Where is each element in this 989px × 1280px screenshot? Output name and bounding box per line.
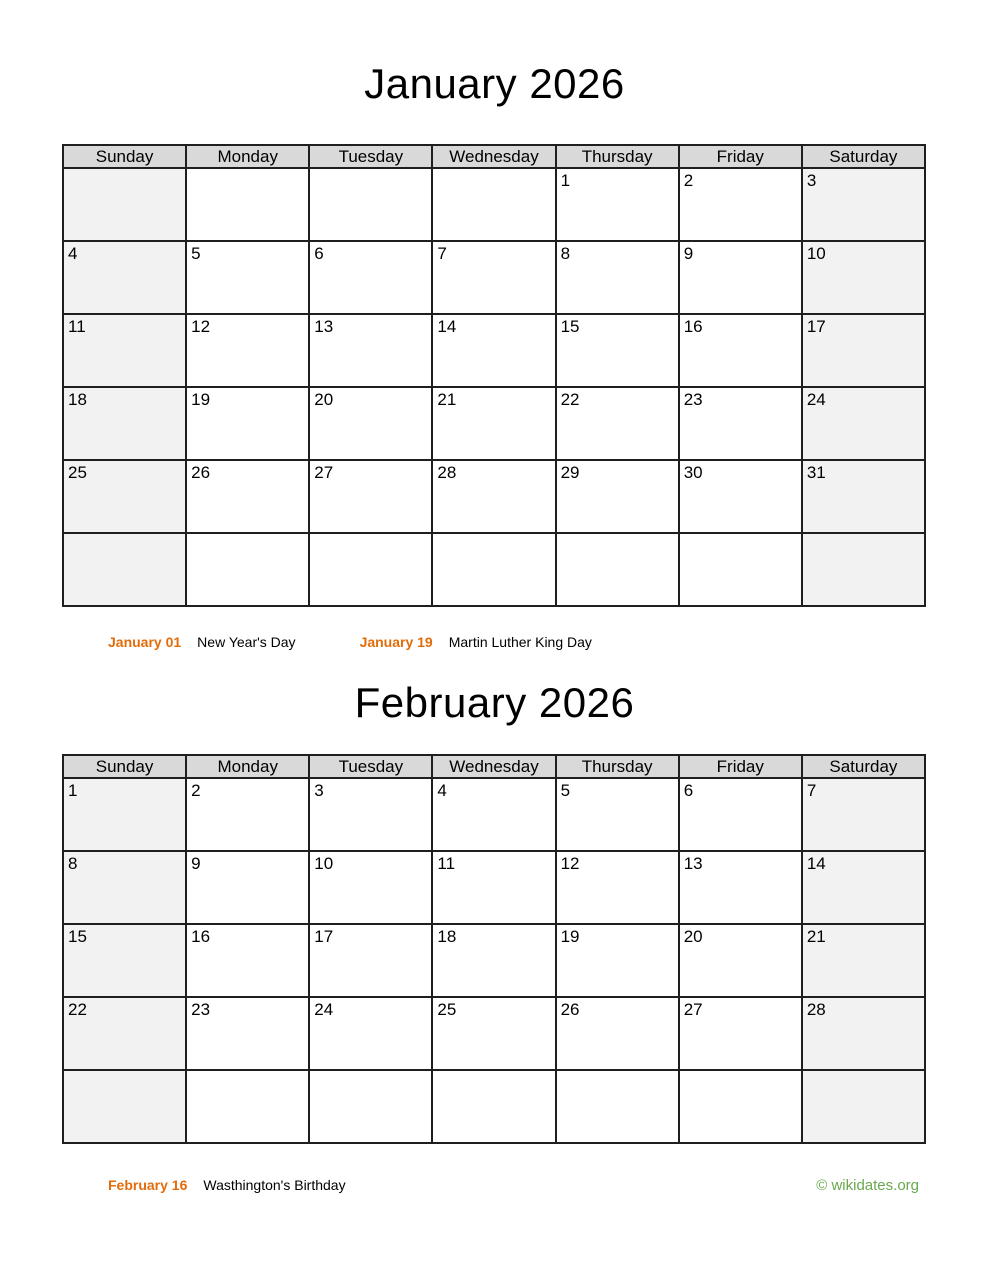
day-cell: 22: [556, 387, 679, 460]
day-cell: [679, 1070, 802, 1143]
day-cell: 29: [556, 460, 679, 533]
day-cell: 23: [186, 997, 309, 1070]
day-cell: [309, 168, 432, 241]
day-cell: 22: [63, 997, 186, 1070]
day-cell: [432, 1070, 555, 1143]
day-cell: 5: [186, 241, 309, 314]
day-header-saturday: Saturday: [802, 145, 925, 168]
holiday-name: New Year's Day: [197, 634, 296, 650]
week-row: [63, 460, 925, 533]
day-cell: [309, 533, 432, 606]
day-header-sunday: Sunday: [63, 145, 186, 168]
wikidates-link[interactable]: © wikidates.org: [816, 1177, 919, 1194]
day-cell: [63, 168, 186, 241]
week-row: [63, 168, 925, 241]
day-header-friday: Friday: [679, 145, 802, 168]
day-header-wednesday: Wednesday: [432, 145, 555, 168]
day-cell: 27: [679, 997, 802, 1070]
day-header-row: [63, 145, 925, 168]
day-header-row: [63, 755, 925, 778]
holiday-item: [108, 1177, 346, 1193]
day-cell: 24: [309, 997, 432, 1070]
day-cell: 18: [63, 387, 186, 460]
day-cell: 4: [63, 241, 186, 314]
day-cell: 15: [63, 924, 186, 997]
day-cell: 23: [679, 387, 802, 460]
holiday-list-february: [62, 1176, 346, 1194]
month-title-february: February 2026: [354, 679, 635, 726]
day-cell: 12: [556, 851, 679, 924]
day-cell: 5: [556, 778, 679, 851]
holiday-list-january: [62, 633, 927, 651]
day-cell: 7: [802, 778, 925, 851]
day-header-thursday: Thursday: [556, 145, 679, 168]
day-cell: 25: [63, 460, 186, 533]
holiday-name: Martin Luther King Day: [448, 634, 592, 650]
holiday-item: [360, 634, 592, 650]
day-cell: 9: [186, 851, 309, 924]
footer-row: [62, 1176, 927, 1194]
day-cell: [556, 533, 679, 606]
day-header-tuesday: Tuesday: [309, 145, 432, 168]
day-cell: 1: [556, 168, 679, 241]
day-cell: [186, 168, 309, 241]
day-cell: 3: [802, 168, 925, 241]
week-row: [63, 1070, 925, 1143]
week-row: [63, 387, 925, 460]
day-cell: 21: [432, 387, 555, 460]
day-cell: 2: [186, 778, 309, 851]
month-section-february: [62, 679, 927, 1144]
day-cell: 10: [309, 851, 432, 924]
day-cell: [186, 533, 309, 606]
calendar-grid-february: [62, 754, 926, 1144]
day-cell: [432, 533, 555, 606]
day-cell: 12: [186, 314, 309, 387]
day-cell: 6: [309, 241, 432, 314]
holiday-date: January 19: [359, 634, 433, 650]
day-header-tuesday: Tuesday: [309, 755, 432, 778]
day-cell: [309, 1070, 432, 1143]
day-cell: 30: [679, 460, 802, 533]
day-cell: 8: [63, 851, 186, 924]
week-row: [63, 241, 925, 314]
day-cell: 28: [802, 997, 925, 1070]
day-cell: 25: [432, 997, 555, 1070]
calendar-grid-january: [62, 144, 926, 607]
day-cell: 26: [556, 997, 679, 1070]
day-header-saturday: Saturday: [802, 755, 925, 778]
day-cell: 8: [556, 241, 679, 314]
day-header-sunday: Sunday: [63, 755, 186, 778]
day-cell: 17: [309, 924, 432, 997]
day-cell: 2: [679, 168, 802, 241]
day-header-monday: Monday: [186, 755, 309, 778]
week-row: [63, 851, 925, 924]
day-cell: 10: [802, 241, 925, 314]
day-cell: 11: [432, 851, 555, 924]
day-cell: 9: [679, 241, 802, 314]
day-cell: 16: [186, 924, 309, 997]
day-cell: 14: [802, 851, 925, 924]
day-cell: 19: [186, 387, 309, 460]
holiday-item: [108, 634, 296, 650]
day-cell: 15: [556, 314, 679, 387]
month-section-january: [62, 60, 927, 651]
holiday-date: January 01: [108, 634, 182, 650]
day-cell: 4: [432, 778, 555, 851]
day-cell: 21: [802, 924, 925, 997]
day-cell: 20: [679, 924, 802, 997]
day-cell: 14: [432, 314, 555, 387]
page-content: [0, 60, 989, 1194]
week-row: [63, 314, 925, 387]
day-cell: [432, 168, 555, 241]
week-row: [63, 778, 925, 851]
day-cell: 26: [186, 460, 309, 533]
day-header-friday: Friday: [679, 755, 802, 778]
day-cell: 7: [432, 241, 555, 314]
month-title-january: January 2026: [364, 60, 625, 107]
day-cell: [802, 1070, 925, 1143]
day-cell: [556, 1070, 679, 1143]
day-cell: 6: [679, 778, 802, 851]
day-cell: 18: [432, 924, 555, 997]
day-cell: 31: [802, 460, 925, 533]
day-cell: 27: [309, 460, 432, 533]
day-cell: [63, 1070, 186, 1143]
day-cell: [802, 533, 925, 606]
day-cell: 16: [679, 314, 802, 387]
day-cell: 24: [802, 387, 925, 460]
holiday-date: February 16: [108, 1177, 188, 1193]
day-cell: 11: [63, 314, 186, 387]
day-cell: 17: [802, 314, 925, 387]
day-header-thursday: Thursday: [556, 755, 679, 778]
day-cell: 3: [309, 778, 432, 851]
week-row: [63, 997, 925, 1070]
day-cell: 13: [309, 314, 432, 387]
day-cell: 1: [63, 778, 186, 851]
week-row: [63, 924, 925, 997]
day-cell: 28: [432, 460, 555, 533]
day-cell: 20: [309, 387, 432, 460]
day-header-wednesday: Wednesday: [432, 755, 555, 778]
day-cell: [186, 1070, 309, 1143]
day-cell: 13: [679, 851, 802, 924]
day-header-monday: Monday: [186, 145, 309, 168]
day-cell: [63, 533, 186, 606]
week-row: [63, 533, 925, 606]
day-cell: 19: [556, 924, 679, 997]
holiday-name: Wasthington's Birthday: [203, 1177, 346, 1193]
day-cell: [679, 533, 802, 606]
